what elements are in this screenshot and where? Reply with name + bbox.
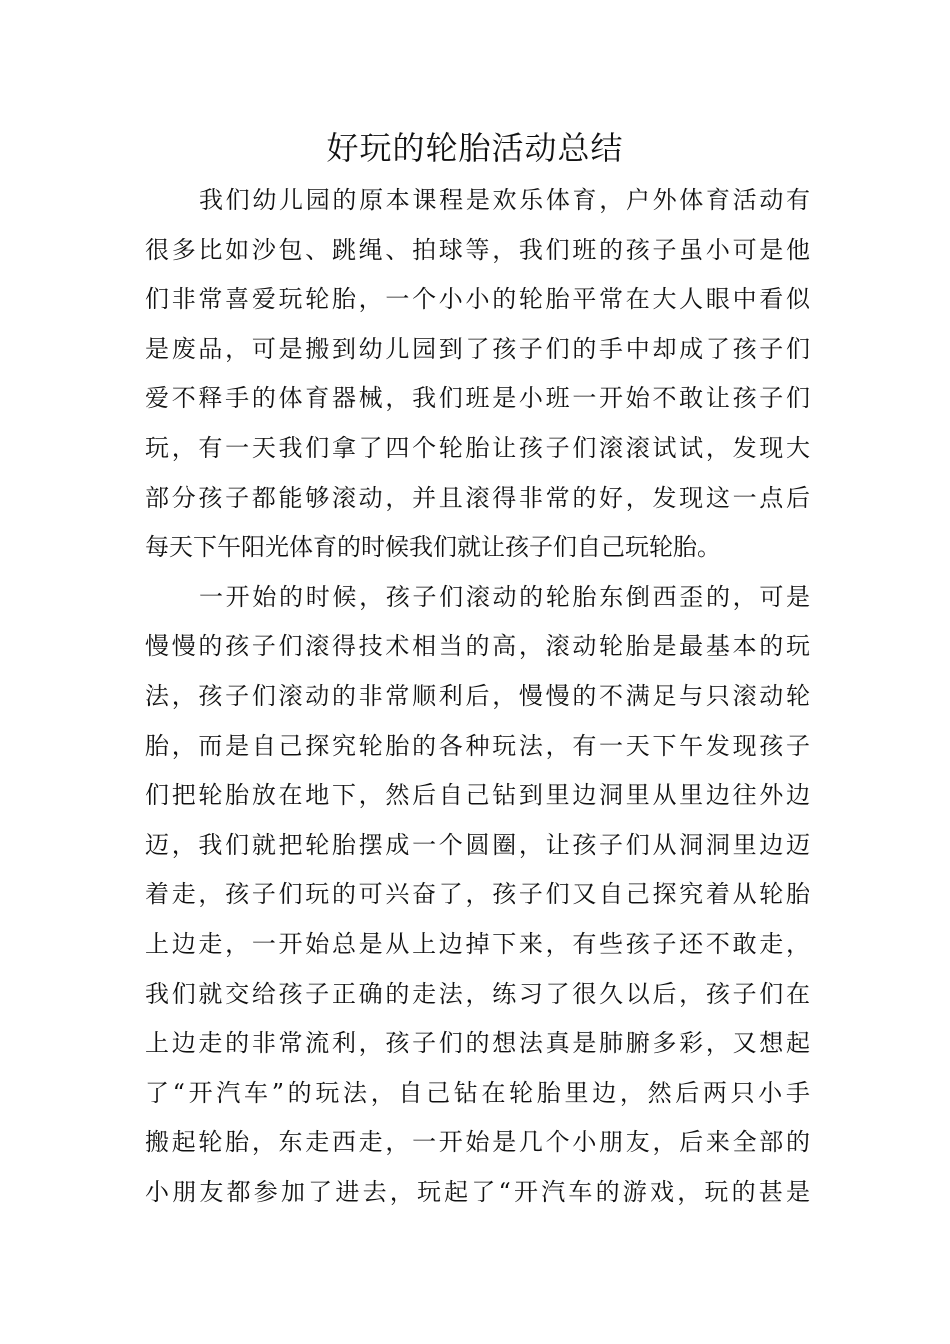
text-line: 上边走，一开始总是从上边掉下来，有些孩子还不敢走， — [145, 929, 810, 958]
text-line: 慢慢的孩子们滚得技术相当的高，滚动轮胎是最基本的玩 — [145, 632, 810, 661]
text-line: 小朋友都参加了进去，玩起了“开汽车的游戏，玩的甚是 — [145, 1177, 810, 1206]
text-line: 一开始的时候，孩子们滚动的轮胎东倒西歪的，可是 — [199, 582, 810, 611]
text-line: 是废品，可是搬到幼儿园到了孩子们的手中却成了孩子们 — [145, 334, 810, 363]
text-line: 部分孩子都能够滚动，并且滚得非常的好，发现这一点后 — [145, 483, 810, 512]
text-line: 法，孩子们滚动的非常顺利后，慢慢的不满足与只滚动轮 — [145, 681, 810, 710]
text-line: 着走，孩子们玩的可兴奋了，孩子们又自己探究着从轮胎 — [145, 880, 810, 909]
text-line: 每天下午阳光体育的时候我们就让孩子们自己玩轮胎。 — [145, 533, 721, 562]
paragraph-2 — [145, 573, 810, 1218]
text-line: 搬起轮胎，东走西走，一开始是几个小朋友，后来全部的 — [145, 1128, 810, 1157]
text-line: 我们就交给孩子正确的走法，练习了很久以后，孩子们在 — [145, 979, 810, 1008]
text-line: 我们幼儿园的原本课程是欢乐体育，户外体育活动有 — [199, 186, 810, 214]
text-line: 们非常喜爱玩轮胎，一个小小的轮胎平常在大人眼中看似 — [145, 285, 810, 314]
paragraph-1 — [145, 176, 810, 573]
text-line: 爱不释手的体育器械，我们班是小班一开始不敢让孩子们 — [145, 384, 810, 413]
text-line: 很多比如沙包、跳绳、拍球等，我们班的孩子虽小可是他 — [145, 235, 810, 264]
text-line: 上边走的非常流利，孩子们的想法真是肺腑多彩，又想起 — [145, 1029, 810, 1058]
text-line: 胎，而是自己探究轮胎的各种玩法，有一天下午发现孩子 — [145, 731, 810, 760]
document-title: 好玩的轮胎活动总结 — [326, 129, 624, 167]
text-line: 了“开汽车”的玩法，自己钻在轮胎里边，然后两只小手 — [145, 1078, 810, 1107]
text-line: 玩，有一天我们拿了四个轮胎让孩子们滚滚试试，发现大 — [145, 433, 810, 462]
text-line: 们把轮胎放在地下，然后自己钻到里边洞里从里边往外边 — [145, 781, 810, 810]
document-body — [145, 176, 810, 1217]
text-line: 迈，我们就把轮胎摆成一个圆圈，让孩子们从洞洞里边迈 — [145, 830, 810, 859]
